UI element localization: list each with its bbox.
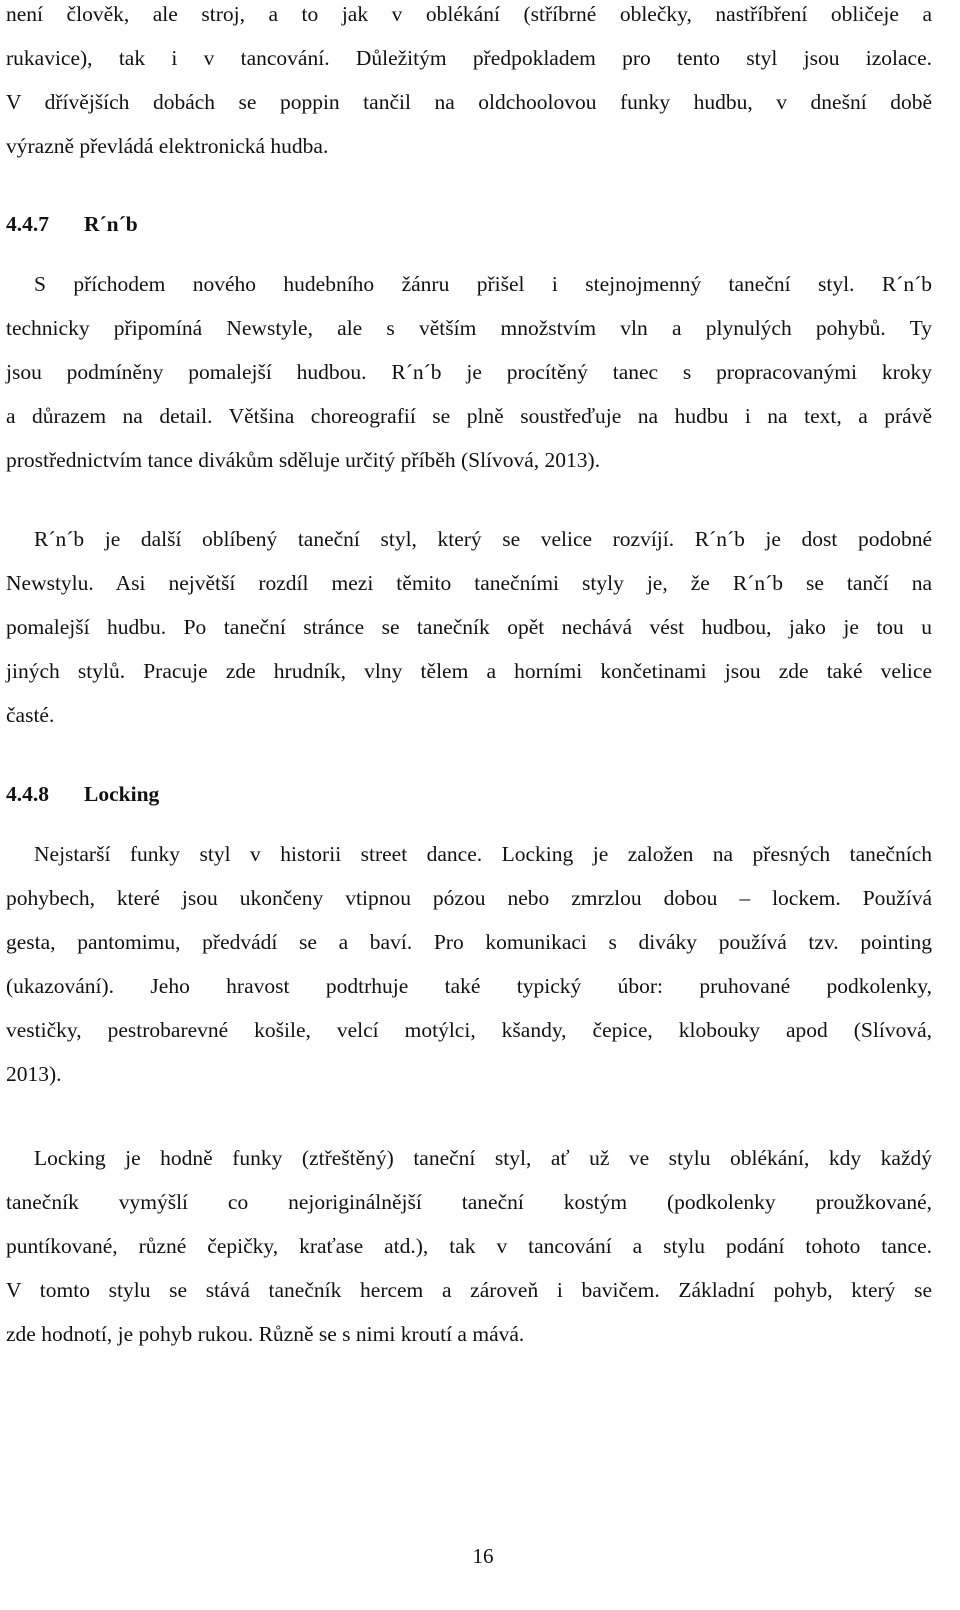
section-title: Locking (84, 782, 160, 806)
text-line: časté. (6, 703, 55, 727)
text-line: R´n´b je další oblíbený taneční styl, který se velice rozvíjí. R´n´b je dost podobné (34, 527, 932, 551)
text-line: vestičky, pestrobarevné košile, velcí motýlci, kšandy, čepice, klobouky apod (Slívová, (6, 1018, 932, 1042)
text-line: pohybech, které jsou ukončeny vtipnou pózou nebo zmrzlou dobou – lockem. Používá (6, 886, 932, 910)
text-line: gesta, pantomimu, předvádí se a baví. Pro komunikaci s diváky používá tzv. pointing (6, 930, 932, 954)
page-number: 16 (472, 1544, 494, 1568)
text-line: jiných stylů. Pracuje zde hrudník, vlny tělem a horními končetinami jsou zde také velice (6, 659, 932, 683)
text-line: pomalejší hudbu. Po taneční stránce se tanečník opět nechává vést hudbou, jako je tou u (6, 615, 932, 639)
text-line: rukavice), tak i v tancování. Důležitým předpokladem pro tento styl jsou izolace. (6, 46, 932, 70)
text-line: jsou podmíněny pomalejší hudbou. R´n´b je procítěný tanec s propracovanými kroky (6, 360, 932, 384)
text-line: 2013). (6, 1062, 62, 1086)
section-title: R´n´b (84, 212, 138, 236)
text-line: zde hodnotí, je pohyb rukou. Různě se s nimi kroutí a mává. (6, 1322, 525, 1346)
text-line: není člověk, ale stroj, a to jak v oblékání (stříbrné oblečky, nastříbření obličeje a (6, 2, 932, 26)
text-line: Newstylu. Asi největší rozdíl mezi těmito tanečními styly je, že R´n´b se tančí na (6, 571, 932, 595)
section-heading-locking (6, 780, 159, 808)
section-number: 4.4.7 (6, 212, 49, 236)
text-line: tanečník vymýšlí co nejoriginálnější taneční kostým (podkolenky proužkované, (6, 1190, 932, 1214)
text-line: V tomto stylu se stává tanečník hercem a zároveň i bavičem. Základní pohyb, který se (6, 1278, 932, 1302)
text-line: puntíkované, různé čepičky, kraťase atd.), tak v tancování a stylu podání tohoto tance. (6, 1234, 932, 1258)
text-line: (ukazování). Jeho hravost podtrhuje také typický úbor: pruhované podkolenky, (6, 974, 932, 998)
section-number: 4.4.8 (6, 782, 49, 806)
text-line: V dřívějších dobách se poppin tančil na oldchoolovou funky hudbu, v dnešní době (6, 90, 932, 114)
text-line: technicky připomíná Newstyle, ale s větším množstvím vln a plynulých pohybů. Ty (6, 316, 932, 340)
text-line: Nejstarší funky styl v historii street dance. Locking je založen na přesných tanečních (34, 842, 932, 866)
section-heading-rnb (6, 210, 138, 238)
text-line: výrazně převládá elektronická hudba. (6, 134, 329, 158)
text-line: Locking je hodně funky (ztřeštěný) taneční styl, ať už ve stylu oblékání, kdy každý (34, 1146, 932, 1170)
text-line: prostřednictvím tance divákům sděluje určitý příběh (Slívová, 2013). (6, 448, 601, 472)
text-line: a důrazem na detail. Většina choreografií se plně soustřeďuje na hudbu i na text, a právě (6, 404, 932, 428)
text-line: S příchodem nového hudebního žánru přišel i stejnojmenný taneční styl. R´n´b (34, 272, 932, 296)
